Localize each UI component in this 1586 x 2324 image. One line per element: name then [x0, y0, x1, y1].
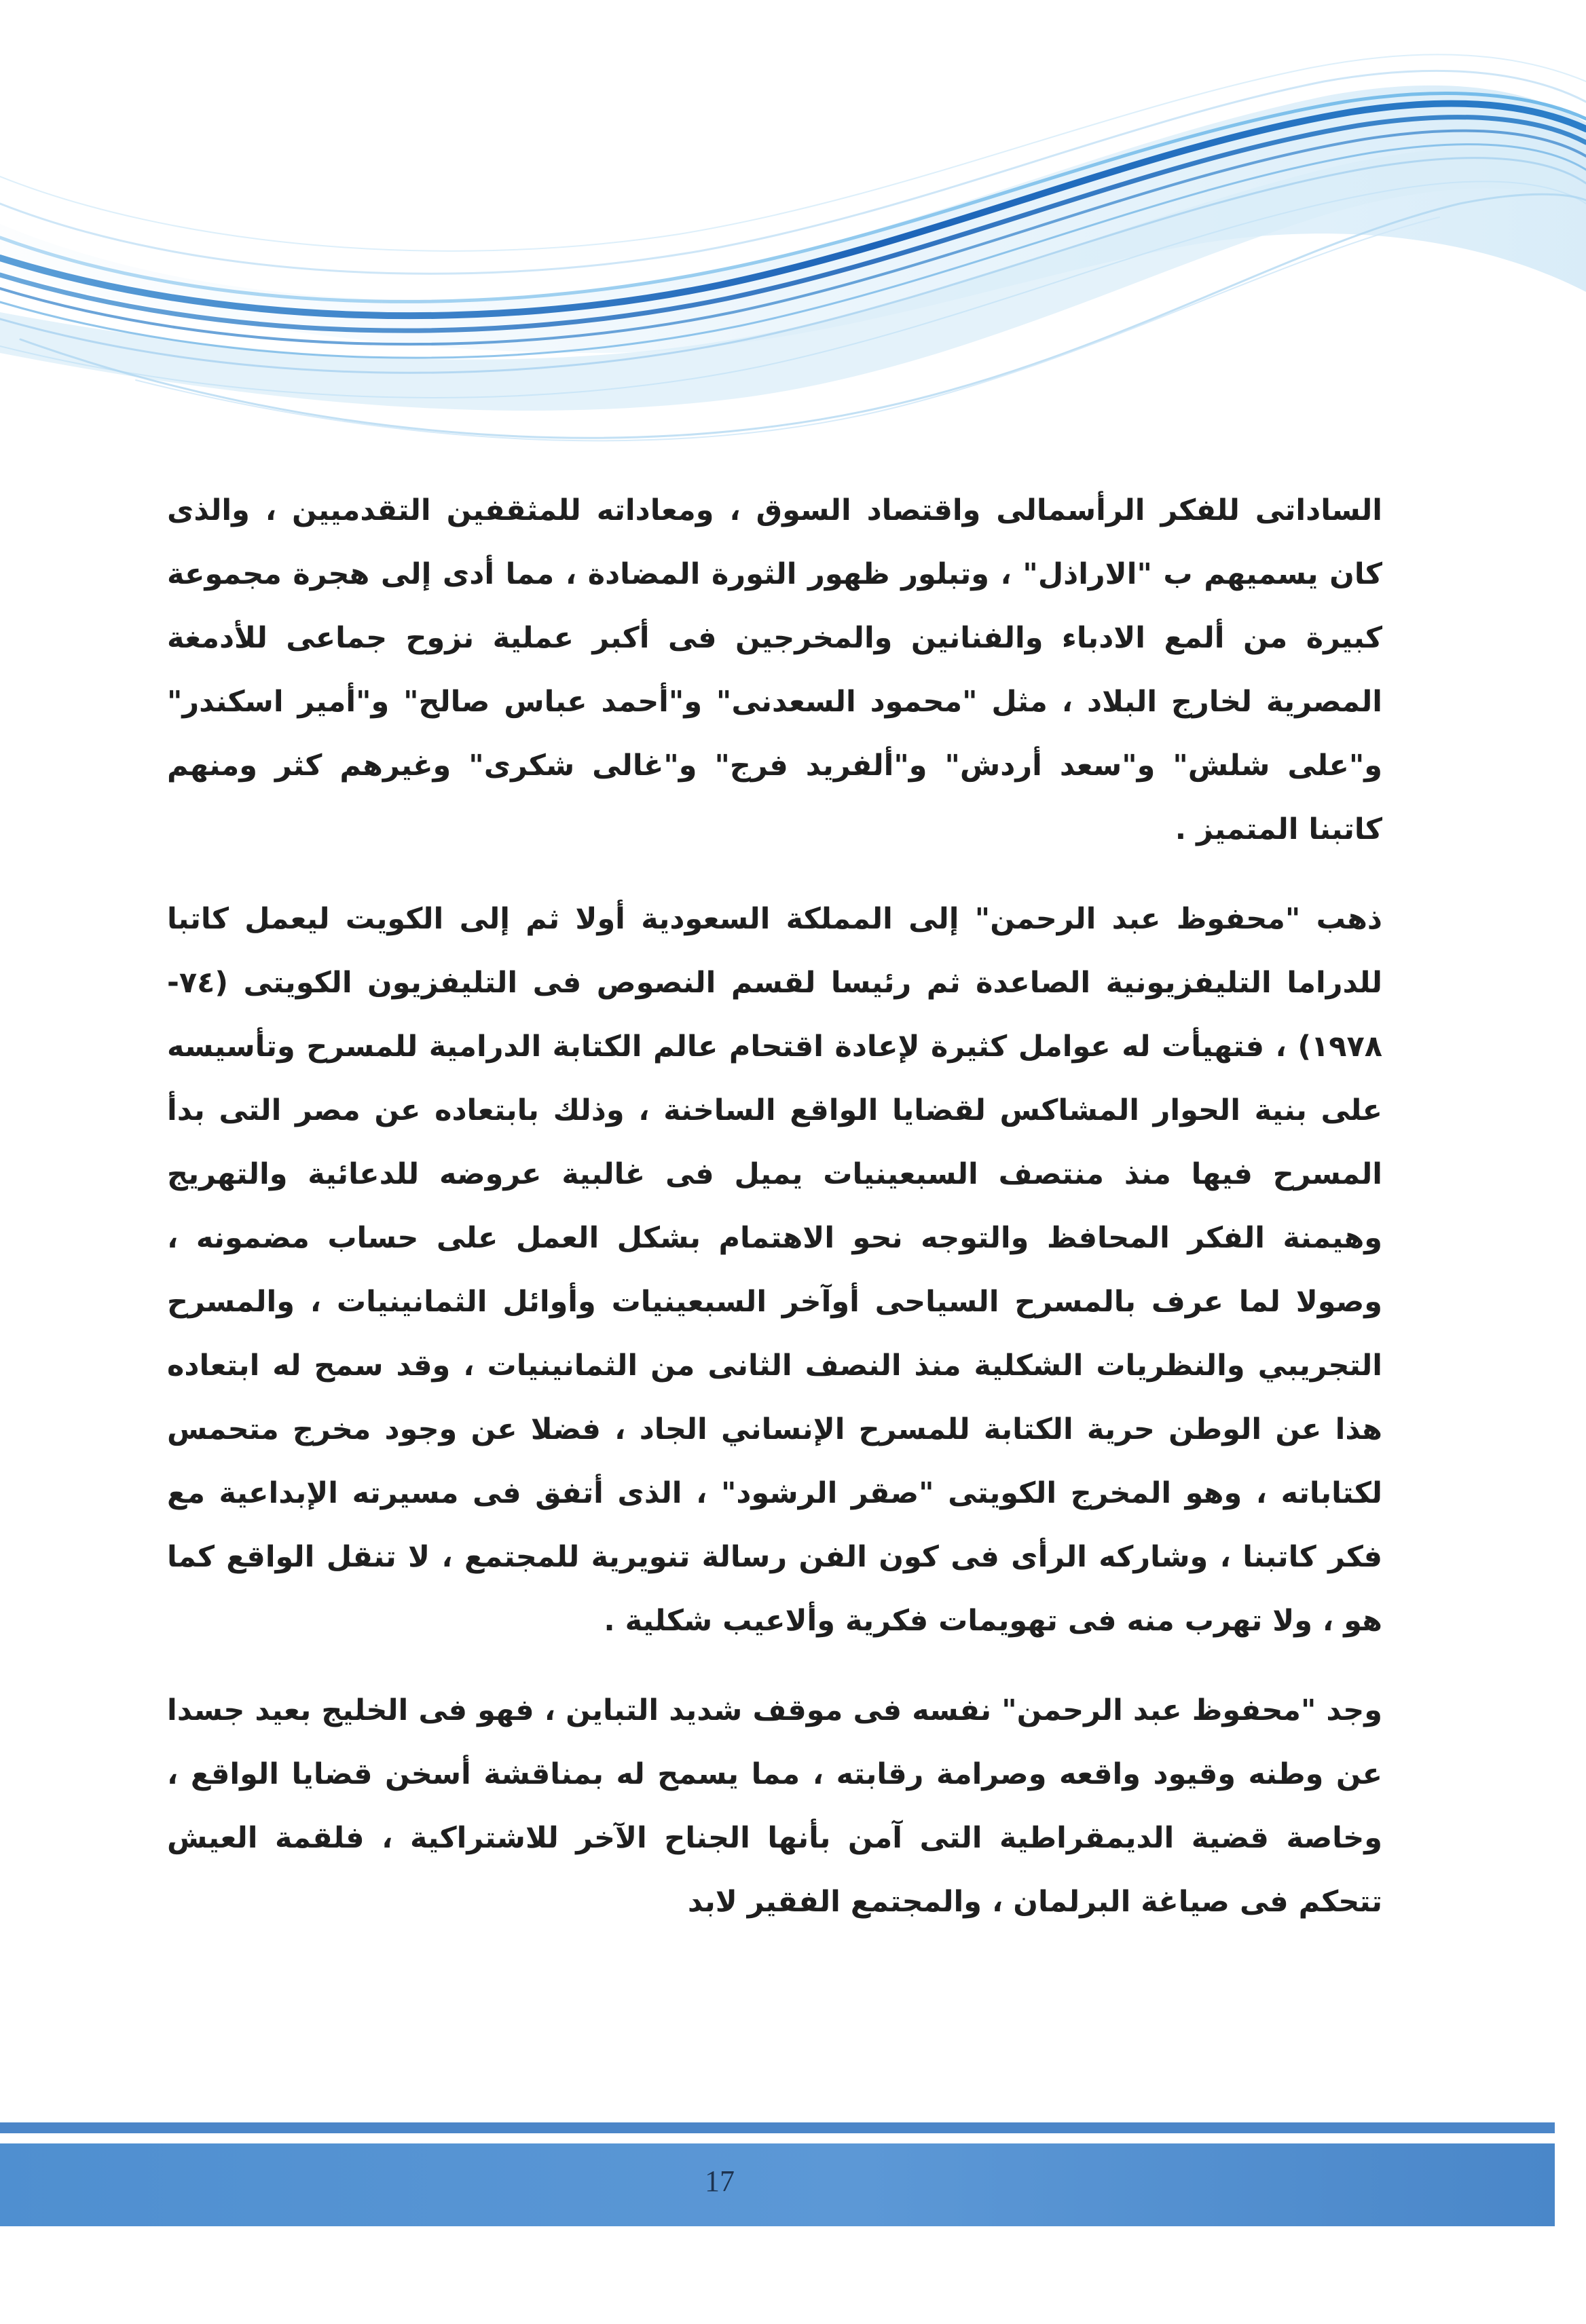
article-paragraph: ذهب "محفوظ عبد الرحمن" إلى المملكة السعودية أولا ثم إلى الكويت ليعمل كاتبا للدراما التليفزيونية الصاعدة ثم رئيسا لقسم النصوص فى التليفزيون الكويتى (٧٤- ١٩٧٨) ، فتهيأت له عوامل كثيرة لإعادة اقتحام عالم الكتابة الدرامية للمسرح وتأسيسه على بنية الحوار المشاكس لقضايا الواقع الساخنة ، وذلك بابتعاده عن مصر التى بدأ المسرح فيها منذ منتصف السبعينيات يميل فى غالبية عروضه للدعائية والتهريج وهيمنة الفكر المحافظ والتوجه نحو الاهتمام بشكل العمل على حساب مضمونه ، وصولا لما عرف بالمسرح السياحى أوآخر السبعينيات وأوائل الثمانينيات ، والمسرح التجريبي والنظريات الشكلية منذ النصف الثانى من الثمانينيات ، وقد سمح له ابتعاده هذا عن الوطن حرية الكتابة للمسرح الإنساني الجاد ، فضلا عن وجود مخرج متحمس لكتاباته ، وهو المخرج الكويتى "صقر الرشود" ، الذى أتفق فى مسيرته الإبداعية مع فكر كاتبنا ، وشاركه الرأى فى كون الفن رسالة تنويرية للمجتمع ، لا تنقل الواقع كما هو ، ولا تهرب منه فى تهويمات فكرية وألاعيب شكلية . [167, 902, 1382, 1638]
page-number: 17 [705, 2164, 735, 2198]
article-body [167, 479, 1382, 1934]
footer-divider [0, 2122, 1555, 2133]
decorative-wave-header [0, 0, 1586, 475]
article-paragraph: الساداتى للفكر الرأسمالى واقتصاد السوق ، ومعاداته للمثقفين التقدميين ، والذى كان يسميهم ب "الاراذل" ، وتبلور ظهور الثورة المضادة ، مما أدى إلى هجرة مجموعة كبيرة من ألمع الادباء والفنانين والمخرجين فى أكبر عملية نزوح جماعى للأدمغة المصرية لخارج البلاد ، مثل "محمود السعدنى" و"أحمد عباس صالح" و"أمير اسكندر" و"على شلش" و"سعد أردش" و"ألفريد فرج" و"غالى شكرى" وغيرهم كثر ومنهم كاتبنا المتميز . [167, 493, 1382, 846]
article-paragraph: وجد "محفوظ عبد الرحمن" نفسه فى موقف شديد التباين ، فهو فى الخليج بعيد جسدا عن وطنه وقيود واقعه وصرامة رقابته ، مما يسمح له بمناقشة أسخن قضايا الواقع ، وخاصة قضية الديمقراطية التى آمن بأنها الجناح الآخر للاشتراكية ، فلقمة العيش تتحكم فى صياغة البرلمان ، والمجتمع الفقير لابد [167, 1693, 1382, 1919]
